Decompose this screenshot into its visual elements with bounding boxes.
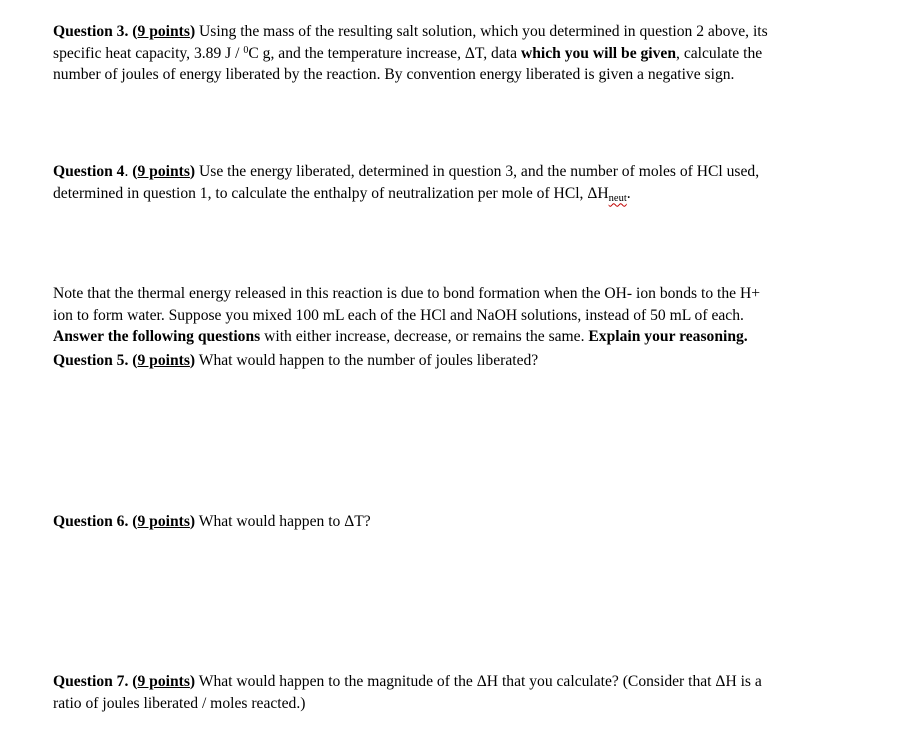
note-explain: Explain your reasoning. [588,328,748,345]
question-7-line-2: ratio of joules liberated / moles reacted.) [53,694,306,712]
degree-superscript: 0 [243,44,249,56]
question-4-text-1: Use the energy liberated, determined in question 3, and the number of moles of HCl used, [195,163,760,180]
question-7-points: (9 points) [128,673,196,690]
question-3-text-1: Using the mass of the resulting salt solution, which you determined in question 2 above, its [195,23,768,40]
question-4-line-2: determined in question 1, to calculate the enthalpy of neutralization per mole of HCl, ΔHneut. [53,184,631,204]
question-5 [53,350,843,372]
note-line-1: Note that the thermal energy released in this reaction is due to bond formation when the OH- ion bonds to the H+ [53,285,761,302]
question-5-label: Question 5. [53,352,129,369]
question-3-line-2: specific heat capacity, 3.89 J / $^0$C g, and the temperature increase, ΔT, data which you will be given, calculate the [53,44,763,62]
question-7-text-1: What would happen to the magnitude of the ΔH that you calculate? (Consider that ΔH is a [195,673,762,690]
question-5-text: What would happen to the number of joules liberated? [195,352,539,369]
neut-subscript: neut [608,192,627,204]
question-4 [53,161,843,209]
question-3-emphasis: which you will be given [520,44,677,62]
note-paragraph [53,283,843,348]
question-3-line-3: number of joules of energy liberated by the reaction. By convention energy liberated is given a negative sign. [53,66,735,83]
question-4-line-1: Question 4. (9 points) Use the energy liberated, determined in question 3, and the number of moles of HCl used, [53,163,760,180]
question-3-label: Question 3. [53,23,129,40]
question-7 [53,671,843,714]
note-line-3: Answer the following questions with either increase, decrease, or remains the same. Explain your reasoning. [53,328,748,345]
note-instruction: Answer the following questions [53,328,261,345]
question-6-label: Question 6. [53,513,129,530]
question-6-points: (9 points) [128,513,196,530]
question-6-line [53,511,843,533]
question-6 [53,511,843,533]
question-7-label: Question 7. [53,673,129,690]
question-4-label: Question 4 [53,163,125,180]
note-line-2: ion to form water. Suppose you mixed 100 mL each of the HCl and NaOH solutions, instead of 50 mL of each. [53,306,744,324]
question-3-line-1 [53,21,843,43]
question-3 [53,21,843,86]
question-3-points: (9 points) [132,23,196,40]
question-5-line [53,350,843,372]
question-5-points: (9 points) [128,352,196,369]
question-7-line-1 [53,671,843,693]
question-4-points: (9 points) [132,163,196,180]
question-6-text: What would happen to ΔT? [195,513,371,530]
